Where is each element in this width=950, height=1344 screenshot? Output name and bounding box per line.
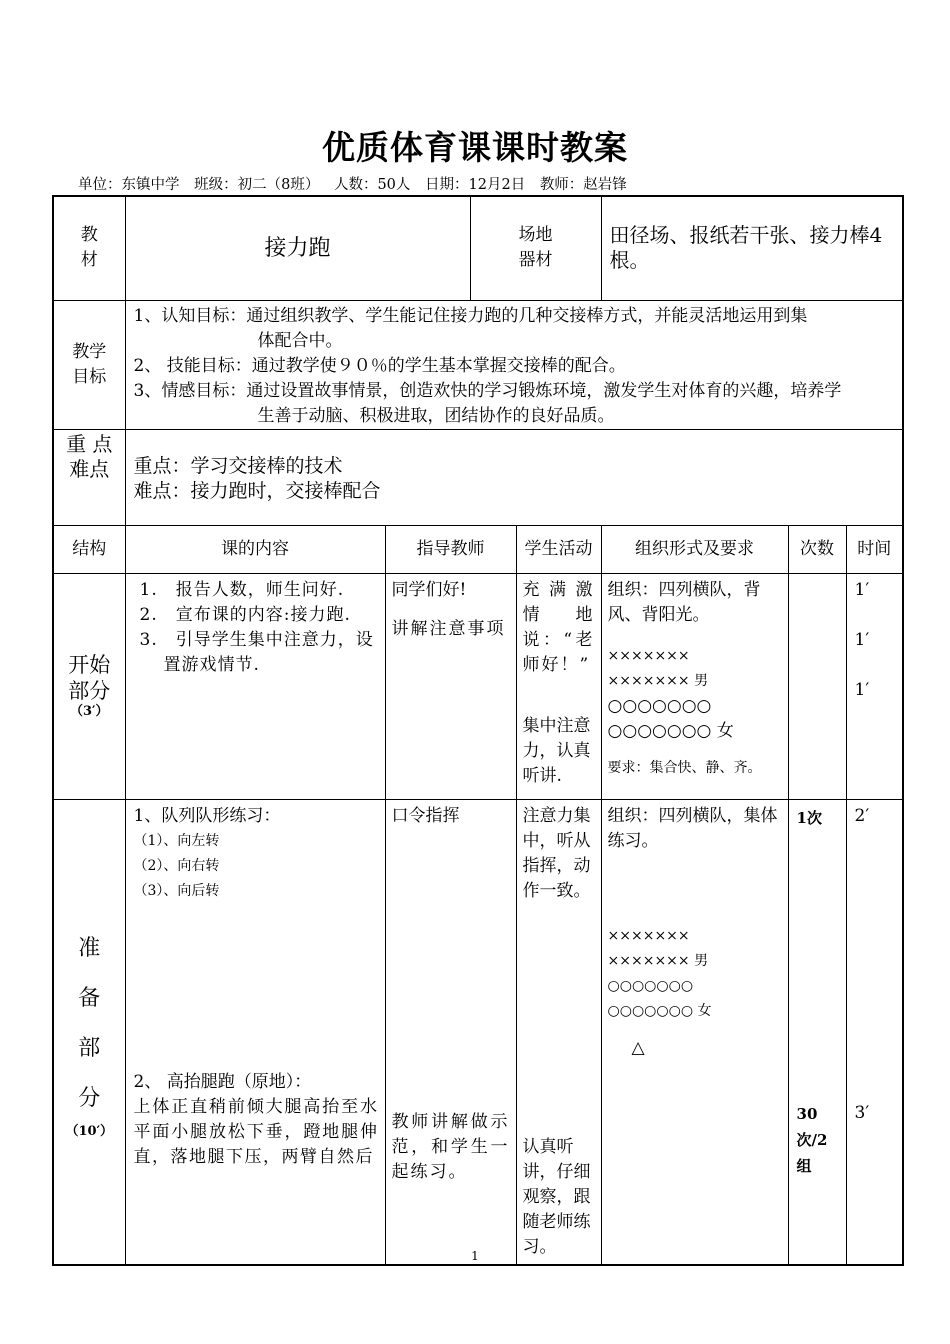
- header-content: 课的内容: [125, 525, 385, 573]
- material-content: 接力跑: [125, 196, 470, 300]
- class-label: 班级：初二（8班）: [194, 177, 320, 193]
- start-content: [125, 573, 385, 799]
- header-reps: 次数: [788, 525, 846, 573]
- start-duration: （3′）: [70, 704, 109, 719]
- formation-row: ○○○○○○○: [607, 695, 712, 716]
- prep-teacher-demo: 教师讲解做示范，和学生一起练习。: [391, 1111, 510, 1182]
- header-info: [78, 173, 637, 194]
- goals-label-bottom: 目标: [72, 366, 107, 387]
- header-student: 学生活动: [516, 525, 601, 573]
- goal-emotion-cont: 生善于动脑、积极进取，团结协作的良好品质。: [257, 405, 615, 426]
- key-label-top: 重 点: [66, 431, 113, 456]
- prep-exercise2-text: 上体正直稍前倾大腿高抬至水平面小腿放松下垂，蹬地腿伸直，落地腿下压，两臂自然后: [133, 1096, 379, 1167]
- material-row: [53, 196, 903, 300]
- prep-drill-item: （1）、向左转: [133, 832, 220, 849]
- venue-content: 田径场、报纸若干张、接力棒4根。: [601, 196, 903, 300]
- start-teacher-instruction: 讲解注意事项: [391, 618, 506, 639]
- goal-cognitive-cont: 体配合中。: [257, 330, 343, 351]
- start-label-a: 开始: [68, 653, 111, 677]
- key-point: 重点：学习交接棒的技术: [133, 454, 343, 477]
- formation-row: ×××××××: [607, 647, 690, 664]
- date-label: 日期：12月2日: [425, 177, 526, 193]
- teacher-label: 教师：赵岩锋: [539, 177, 627, 193]
- start-item-2: 2. 宣布课的内容:接力跑.: [139, 604, 351, 625]
- prep-org-text: 组织：四列横队，集体练习。: [607, 805, 778, 851]
- prep-drill-item: （3）、向后转: [133, 882, 220, 899]
- prep-organization: [601, 799, 788, 1265]
- prep-teacher: [385, 799, 516, 1265]
- prep-drill-item: （2）、向右转: [133, 857, 220, 874]
- start-section-row: [53, 573, 903, 799]
- goal-skill: 2、 技能目标：通过教学使９０％的学生基本掌握交接棒的配合。: [133, 355, 626, 376]
- goal-cognitive: 1、认知目标：通过组织教学、学生能记住接力跑的几种交接棒方式，并能灵活地运用到集: [133, 305, 808, 326]
- prep-label-char: 分: [78, 1085, 101, 1111]
- start-item-1: 1. 报告人数，师生问好.: [139, 579, 345, 600]
- prep-section-row: [53, 799, 903, 1265]
- venue-label-top: 场地: [518, 225, 553, 246]
- key-points-row: [53, 429, 903, 525]
- key-label-bottom: 难点: [69, 456, 110, 481]
- prep-duration: （10′）: [65, 1123, 114, 1139]
- start-reps: [788, 573, 846, 799]
- prep-reps: [788, 799, 846, 1265]
- prep-exercise2-title: 2、 高抬腿跑（原地）：: [133, 1071, 312, 1092]
- reps-value: 30 次/2组: [796, 1104, 828, 1175]
- time-value: 2′: [854, 805, 870, 826]
- formation-row: ○○○○○○○: [607, 977, 694, 994]
- venue-label-bottom: 器材: [518, 250, 553, 271]
- material-label-top: 教: [80, 225, 98, 246]
- table-header-row: [53, 525, 903, 573]
- start-teacher: [385, 573, 516, 799]
- key-label: [53, 429, 125, 525]
- formation-row: ○○○○○○○ 女: [607, 1002, 712, 1019]
- start-item-3: 3. 引导学生集中注意力，设置游戏情节.: [139, 629, 374, 675]
- prep-content: [125, 799, 385, 1265]
- time-value: 3′: [854, 1102, 870, 1123]
- prep-label: [53, 799, 125, 1265]
- reps-value: 1次: [796, 808, 822, 827]
- header-structure: 结构: [53, 525, 125, 573]
- goals-label: [53, 300, 125, 429]
- material-label: [53, 196, 125, 300]
- start-formation: [608, 644, 782, 744]
- prep-label-char: 备: [78, 985, 101, 1011]
- prep-label-char: 准: [78, 935, 101, 961]
- header-teacher: 指导教师: [385, 525, 516, 573]
- prep-teacher-command: 口令指挥: [391, 805, 460, 826]
- prep-student-focus: 注意力集中，听从指挥，动作一致。: [522, 805, 591, 901]
- start-label-b: 部分: [68, 679, 111, 703]
- teacher-position-icon: △: [631, 1037, 645, 1058]
- goals-row: [53, 300, 903, 429]
- start-org-text: 组织：四列横队，背风、背阳光。: [607, 579, 761, 625]
- prep-drill-title: 1、队列队形练习：: [133, 805, 281, 826]
- prep-student: [516, 799, 601, 1265]
- formation-row: ○○○○○○○ 女: [607, 720, 734, 741]
- prep-formation: [608, 924, 782, 1024]
- start-requirement: 要求：集合快、静、齐。: [607, 759, 762, 776]
- start-times: [846, 573, 903, 799]
- start-teacher-greeting: 同学们好!: [391, 579, 467, 600]
- goals-label-top: 教学: [72, 341, 107, 362]
- time-value: 1′: [854, 579, 870, 600]
- start-student: [516, 573, 601, 799]
- lesson-plan-table: [52, 195, 904, 1266]
- time-value: 1′: [854, 679, 870, 700]
- page-number: 1: [471, 1249, 479, 1263]
- formation-row: ×××××××: [607, 927, 690, 944]
- header-time: 时间: [846, 525, 903, 573]
- goal-emotion: 3、情感目标：通过设置故事情景，创造欢快的学习锻炼环境，激发学生对体育的兴趣，培养学: [133, 380, 842, 401]
- key-difficulty: 难点：接力跑时，交接棒配合: [133, 479, 381, 502]
- prep-times: [846, 799, 903, 1265]
- unit-label: 单位：东镇中学: [78, 177, 180, 193]
- start-label: [53, 573, 125, 799]
- count-label: 人数：50人: [333, 177, 411, 193]
- material-label-bottom: 材: [80, 250, 98, 271]
- venue-label: [470, 196, 601, 300]
- prep-student-follow: 认真听讲，仔细观察，跟随老师练习。: [522, 1136, 591, 1257]
- header-organization: 组织形式及要求: [601, 525, 788, 573]
- key-content: [125, 429, 903, 525]
- prep-label-char: 部: [78, 1035, 101, 1061]
- start-organization: [601, 573, 788, 799]
- goals-content: [125, 300, 903, 429]
- formation-row: ××××××× 男: [607, 952, 709, 969]
- formation-row: ××××××× 男: [607, 672, 709, 689]
- time-value: 1′: [854, 629, 870, 650]
- page-title: 优质体育课课时教案: [322, 128, 628, 167]
- start-student-listen: 集中注意力，认真听讲.: [522, 715, 591, 786]
- start-student-greeting: 充满激情地说：“老师好！”: [522, 579, 595, 675]
